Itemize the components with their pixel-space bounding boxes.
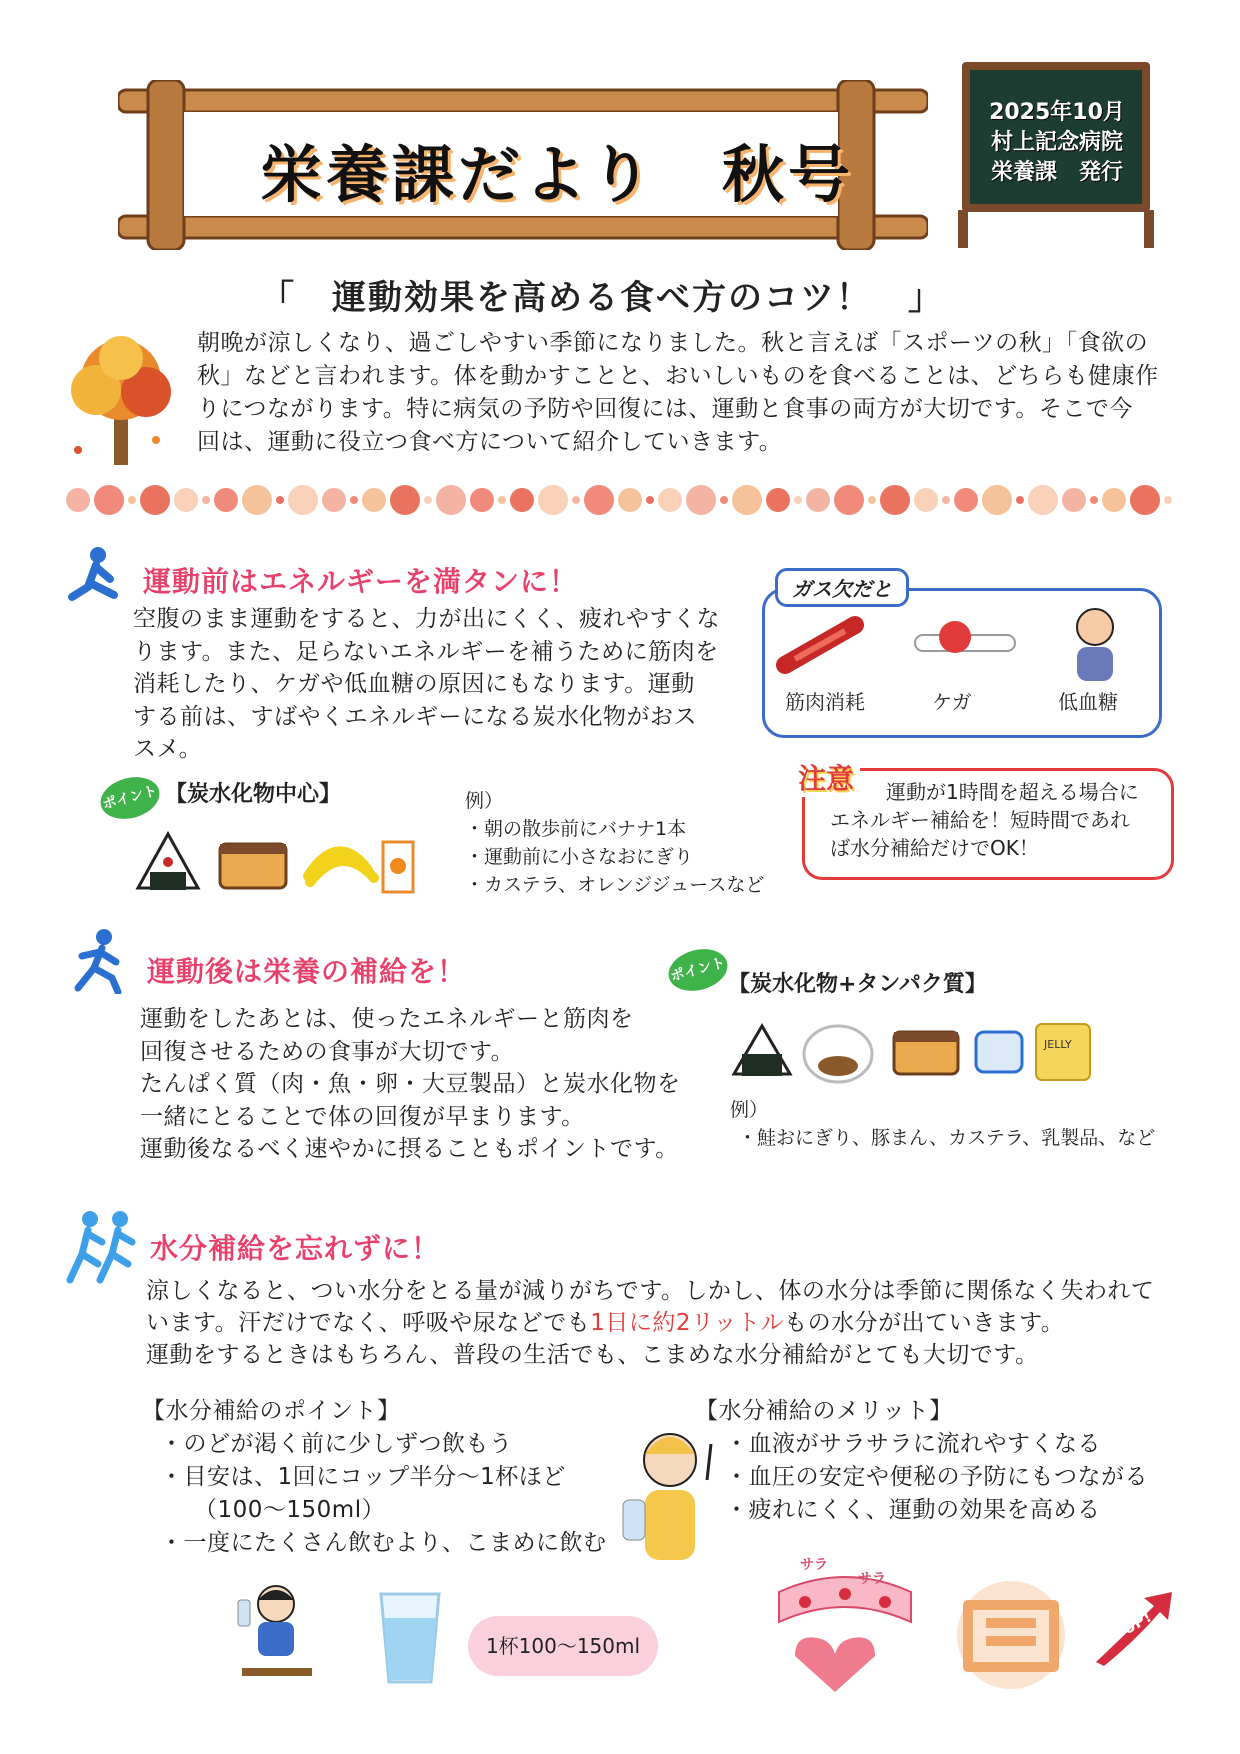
- dot-divider: [60, 480, 1180, 520]
- hydration-points: [142, 1395, 607, 1560]
- divider-dot: [914, 488, 938, 512]
- body-segment: います。汗だけでなく、呼吸や尿などでも: [146, 1310, 591, 1336]
- body-line: 空腹のまま運動をすると、力が出にくく、疲れやすくな: [133, 606, 721, 632]
- section2-title: 運動後は栄養の補給を！: [147, 955, 467, 988]
- jelly-label: JELLY: [1044, 1038, 1072, 1051]
- caution-text: [830, 778, 1170, 862]
- hydration-merits: [695, 1395, 1148, 1527]
- autumn-tree-icon: [56, 330, 186, 470]
- divider-dot: [362, 488, 386, 512]
- main-title: 「 運動効果を高める食べ方のコツ！ 」: [260, 278, 944, 318]
- section3-body: [146, 1275, 1186, 1371]
- points-head: 【水分補給のポイント】: [142, 1398, 401, 1424]
- divider-dot: [572, 496, 580, 504]
- gas-empty-tag: ガス欠だと: [775, 568, 909, 607]
- examples-head: 例）: [730, 1099, 769, 1121]
- gas-item-injury: ケガ: [932, 690, 972, 714]
- divider-dot: [982, 485, 1012, 515]
- body-line: [146, 1307, 1186, 1339]
- point-item: ・のどが渇く前に少しずつ飲もう: [160, 1431, 513, 1457]
- divider-dot: [174, 488, 198, 512]
- point-item: ・一度にたくさん飲むより、こまめに飲む: [160, 1530, 607, 1556]
- divider-dot: [202, 496, 210, 504]
- divider-dot: [390, 485, 420, 515]
- boy-drinking-icon: [232, 1580, 322, 1690]
- caution-line: 運動が1時間を超える場合に: [886, 780, 1139, 804]
- example-item: ・鮭おにぎり、豚まん、カステラ、乳製品、など: [738, 1127, 1156, 1149]
- section1-title: 運動前はエネルギーを満タンに！: [143, 565, 579, 598]
- intro-line: 朝晩が涼しくなり、過ごしやすい季節になりました。秋と言えば「スポーツの秋」「食欲の: [197, 330, 1149, 356]
- divider-dot: [510, 488, 534, 512]
- caution-line: エネルギー補給を！短時間であれ: [830, 808, 1130, 832]
- sara-label-1: サラ: [800, 1557, 828, 1573]
- body-line: 一緒にとることで体の回復が早まります。: [140, 1103, 585, 1130]
- body-line: 涼しくなると、つい水分をとる量が減りがちです。しかし、体の水分は季節に関係なく失われて: [146, 1278, 1155, 1304]
- intestine-icon: [946, 1575, 1076, 1695]
- divider-dot: [686, 485, 716, 515]
- board-easel-legs: [958, 210, 1158, 250]
- divider-dot: [350, 496, 358, 504]
- divider-dot: [214, 488, 238, 512]
- blood-vessel-heart-icon: [775, 1562, 915, 1702]
- merit-item: ・血液がサラサラに流れやすくなる: [725, 1431, 1101, 1457]
- cup-amount-bubble: 1杯100～150ml: [468, 1616, 658, 1676]
- up-label: UP!: [1119, 1607, 1155, 1639]
- section2-body: [140, 1003, 760, 1166]
- divider-dot: [806, 488, 830, 512]
- board-date: 2025年10月: [989, 100, 1125, 125]
- point-item: （100～150ml）: [194, 1497, 386, 1523]
- divider-dot: [242, 485, 272, 515]
- divider-dot: [470, 488, 494, 512]
- sara-label-2: サラ: [858, 1571, 886, 1587]
- section1-examples: [465, 787, 764, 899]
- board-publisher: 栄養課 発行: [990, 160, 1123, 185]
- divider-dot: [1028, 485, 1058, 515]
- example-item: ・カステラ、オレンジジュースなど: [465, 874, 765, 896]
- divider-dot: [140, 485, 170, 515]
- divider-dot: [584, 485, 614, 515]
- risk-icons: [775, 605, 1155, 685]
- point-label-2: 【炭水化物+タンパク質】: [728, 972, 987, 997]
- divider-dot: [94, 485, 124, 515]
- point-badge: ポイント: [96, 771, 164, 825]
- intro-line: りにつながります。特に病気の予防や回復には、運動と食事の両方が大切です。そこで今: [197, 396, 1133, 422]
- divider-dot: [732, 485, 762, 515]
- newsletter-title: 栄養課だより 秋号: [260, 138, 855, 211]
- divider-dot: [1090, 496, 1098, 504]
- carb-foods-icon: [128, 820, 418, 900]
- intro-text: [197, 327, 1197, 459]
- divider-dot: [658, 488, 682, 512]
- intro-line: 回は、運動に役立つ食べ方について紹介していきます。: [197, 429, 783, 455]
- divider-dot: [1062, 488, 1086, 512]
- intro-line: 秋」などと言われます。体を動かすことと、おいしいものを食べることは、どちらも健康作: [197, 363, 1159, 389]
- merit-item: ・血圧の安定や便秘の予防にもつながる: [725, 1464, 1148, 1490]
- divider-dot: [720, 496, 728, 504]
- caution-tag: 注意: [792, 757, 860, 797]
- divider-dot: [498, 496, 506, 504]
- divider-dot: [538, 485, 568, 515]
- highlight-2-liters: 1日に約2リットル: [590, 1310, 785, 1336]
- body-line: 回復させるための食事が大切です。: [140, 1038, 515, 1065]
- divider-dot: [322, 488, 346, 512]
- divider-dot: [942, 496, 950, 504]
- body-line: 消耗したり、ケガや低血糖の原因にもなります。運動: [133, 671, 695, 697]
- divider-dot: [1016, 496, 1024, 504]
- divider-dot: [1130, 485, 1160, 515]
- point-badge: ポイント: [664, 943, 732, 997]
- body-line: スメ。: [133, 736, 203, 762]
- divider-dot: [436, 485, 466, 515]
- divider-dot: [954, 488, 978, 512]
- divider-dot: [880, 485, 910, 515]
- divider-dot: [424, 496, 432, 504]
- body-line: 運動をしたあとは、使ったエネルギーと筋肉を: [140, 1006, 634, 1032]
- divider-dot: [1164, 496, 1172, 504]
- two-runners-icon: [62, 1210, 142, 1286]
- section1-body: [133, 603, 753, 766]
- divider-dot: [618, 488, 642, 512]
- body-line: 運動をするときはもちろん、普段の生活でも、こまめな水分補給がとても大切です。: [146, 1342, 1039, 1368]
- divider-dot: [834, 485, 864, 515]
- board-text: [982, 98, 1132, 188]
- divider-dot: [1102, 488, 1126, 512]
- section2-examples: [730, 1096, 1155, 1152]
- water-glass-icon: [375, 1588, 445, 1688]
- body-line: たんぱく質（肉・魚・卵・大豆製品）と炭水化物を: [140, 1071, 681, 1097]
- example-item: ・運動前に小さなおにぎり: [465, 846, 694, 868]
- divider-dot: [276, 496, 284, 504]
- merits-head: 【水分補給のメリット】: [695, 1398, 953, 1424]
- divider-dot: [646, 496, 654, 504]
- section3-title: 水分補給を忘れずに！: [150, 1232, 441, 1265]
- point-item: ・目安は、1回にコップ半分～1杯ほど: [160, 1464, 566, 1490]
- body-line: ります。また、足らないエネルギーを補うために筋肉を: [133, 638, 719, 665]
- caution-line: ば水分補給だけでOK！: [830, 836, 1039, 860]
- body-line: する前は、すばやくエネルギーになる炭水化物がおス: [133, 703, 697, 730]
- gas-item-muscle: 筋肉消耗: [785, 690, 865, 714]
- point-label: 【炭水化物中心】: [165, 782, 342, 807]
- merit-item: ・疲れにくく、運動の効果を高める: [725, 1497, 1101, 1523]
- body-segment: もの水分が出ていきます。: [784, 1310, 1065, 1336]
- stretch-person-icon: [66, 545, 126, 605]
- divider-dot: [288, 485, 318, 515]
- divider-dot: [794, 496, 802, 504]
- divider-dot: [66, 488, 90, 512]
- gas-item-hypoglycemia: 低血糖: [1058, 690, 1118, 714]
- divider-dot: [766, 488, 790, 512]
- protein-foods-icon: [728, 1010, 1098, 1090]
- examples-head: 例）: [465, 790, 504, 812]
- divider-dot: [128, 496, 136, 504]
- running-person-icon: [68, 928, 128, 994]
- body-line: 運動後なるべく速やかに摂ることもポイントです。: [140, 1136, 679, 1162]
- board-hospital: 村上記念病院: [990, 130, 1123, 155]
- example-item: ・朝の散歩前にバナナ1本: [465, 818, 687, 840]
- divider-dot: [868, 496, 876, 504]
